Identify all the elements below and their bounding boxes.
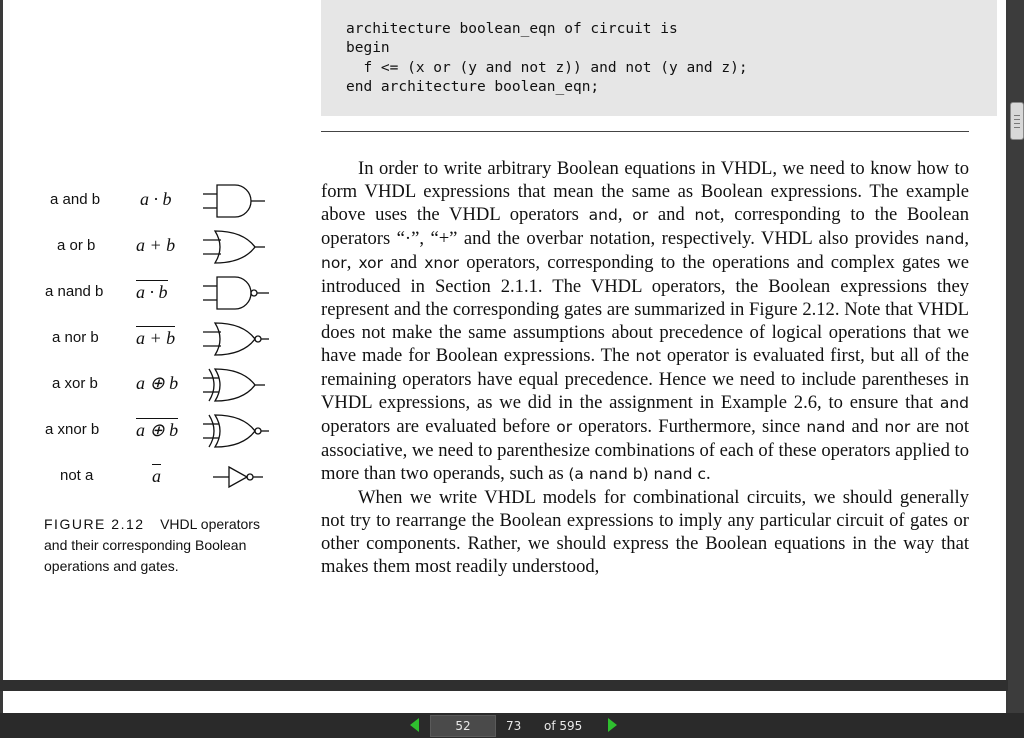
and-gate-icon <box>203 183 273 219</box>
page-separator <box>0 680 1010 691</box>
vhdl-keyword: or <box>632 206 649 224</box>
operator-label: a xor b <box>52 375 98 392</box>
vhdl-keyword: nor <box>884 418 911 436</box>
total-pages: of 595 <box>544 719 583 733</box>
page-number-input[interactable]: 52 <box>430 715 496 737</box>
operator-label: a or b <box>57 237 96 254</box>
or-gate-icon <box>203 229 273 265</box>
next-page-strip <box>3 691 1006 713</box>
vhdl-keyword: not <box>635 347 661 365</box>
operator-label: a and b <box>50 191 101 208</box>
vhdl-keyword: nand <box>925 230 965 248</box>
boolean-expression: a · b <box>136 282 168 302</box>
operator-label: a nand b <box>45 283 104 300</box>
nand-gate-icon <box>203 275 273 311</box>
code-text: architecture boolean_eqn of circuit is begin f <= (x or (y and not z)) and not (y and z); end architecture boolean_eqn; <box>346 21 748 95</box>
vhdl-keyword: and <box>939 394 969 412</box>
page-label: 73 <box>506 719 522 733</box>
body-text <box>321 157 969 578</box>
xor-gate-icon <box>203 367 273 403</box>
boolean-expression: a · b <box>140 189 172 209</box>
vhdl-keyword: or <box>556 418 573 436</box>
caption-text: VHDL operators and their corresponding Boolean operations and gates. <box>44 516 260 574</box>
vhdl-keyword: (a nand b) nand c <box>568 465 706 483</box>
operator-label: not a <box>60 467 94 484</box>
next-page-arrow-icon[interactable] <box>608 718 617 732</box>
horizontal-rule <box>321 131 969 132</box>
scrollbar-thumb[interactable] <box>1010 102 1024 140</box>
boolean-expression: a + b <box>136 328 176 348</box>
vhdl-keyword: nand <box>806 418 846 436</box>
vhdl-keyword: nor <box>321 254 347 272</box>
code-listing <box>321 0 997 116</box>
xnor-gate-icon <box>203 413 273 449</box>
not-gate-icon <box>213 459 283 495</box>
paragraph-1: In order to write arbitrary Boolean equations in VHDL, we need to know how to form VHDL expressions that mean the same as Boolean expressions. The example above uses the VHDL operators and, or and not, corresponding to the Boolean operators “·”, “+” and the overbar notation, respectively. VHDL also provides nand, nor, xor and xnor operators, corresponding to the operations and complex gates we introduced in Section 2.1.1. The VHDL operators, the Boolean expressions they represent and the corresponding gates are summarized in Figure 2.12. Note that VHDL does not make the same assumptions about precedence of logical operations that we have made for Boolean expressions. The not operator is evaluated first, but all of the remaining operators have equal precedence. Hence we need to include parentheses in VHDL expressions, as we did in the assignment in Example 2.6, to ensure that and operators are evaluated before or operators. Furthermore, since nand and nor are not associative, we need to parenthesize combinations of each of these operators applied to more than two operands, such as (a nand b) nand c. <box>321 158 969 484</box>
operator-label: a nor b <box>52 329 99 346</box>
nor-gate-icon <box>203 321 273 357</box>
vhdl-keyword: not <box>694 206 720 224</box>
boolean-expression: a ⊕ b <box>136 373 179 393</box>
vhdl-keyword: and <box>588 206 618 224</box>
boolean-expression: a ⊕ b <box>136 420 179 440</box>
vhdl-keyword: xnor <box>424 254 460 272</box>
figure-caption <box>44 514 284 577</box>
operator-label: a xnor b <box>45 421 100 438</box>
figure-number: FIGURE 2.12 <box>44 516 145 532</box>
paragraph-2: When we write VHDL models for combinational circuits, we should generally not try to rearrange the Boolean expressions to imply any particular circuit of gates or other components. Rather, we should express the Boolean equations in the way that makes them most readily understood, <box>321 487 969 577</box>
previous-page-arrow-icon[interactable] <box>410 718 419 732</box>
boolean-expression: a <box>152 466 161 486</box>
boolean-expression: a + b <box>136 235 176 255</box>
vhdl-keyword: xor <box>358 254 384 272</box>
